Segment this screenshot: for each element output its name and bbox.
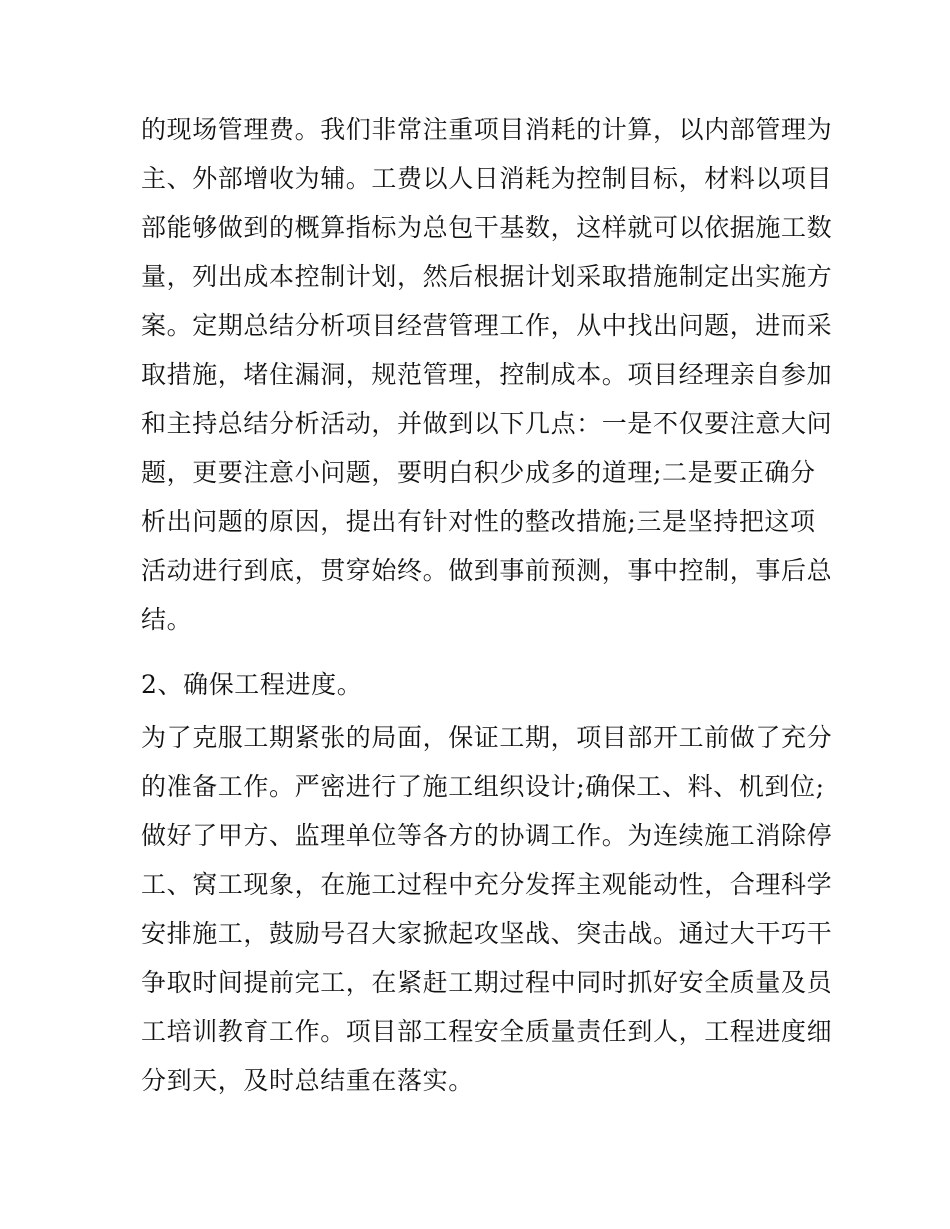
section-heading: 2、确保工程进度。: [141, 670, 363, 699]
paragraph2-line: 安排施工，鼓励号召大家掀起攻坚战、突击战。通过大干巧干: [141, 919, 833, 948]
paragraph2-line: 争取时间提前完工，在紧赶工期过程中同时抓好安全质量及员: [141, 968, 833, 997]
paragraph1-line: 题，更要注意小问题，要明白积少成多的道理;二是要正确分: [141, 458, 816, 487]
paragraph1-line: 取措施，堵住漏洞，规范管理，控制成本。项目经理亲自参加: [141, 360, 833, 389]
paragraph2-line: 工培训教育工作。项目部工程安全质量责任到人，工程进度细: [141, 1017, 833, 1046]
paragraph2-line: 为了克服工期紧张的局面，保证工期，项目部开工前做了充分: [141, 723, 833, 752]
paragraph1-line: 和主持总结分析活动，并做到以下几点：一是不仅要注意大问: [141, 409, 833, 438]
paragraph1-line: 主、外部增收为辅。工费以人日消耗为控制目标，材料以项目: [141, 164, 833, 193]
paragraph2-line: 做好了甲方、监理单位等各方的协调工作。为连续施工消除停: [141, 821, 833, 850]
paragraph2-line: 的准备工作。严密进行了施工组织设计;确保工、料、机到位;: [141, 772, 825, 801]
paragraph1-line: 的现场管理费。我们非常注重项目消耗的计算，以内部管理为: [141, 115, 833, 144]
paragraph2-line: 分到天，及时总结重在落实。: [141, 1066, 474, 1095]
paragraph1-line: 结。: [141, 605, 193, 634]
paragraph1-line: 活动进行到底，贯穿始终。做到事前预测，事中控制，事后总: [141, 556, 833, 585]
paragraph1-line: 量，列出成本控制计划，然后根据计划采取措施制定出实施方: [141, 262, 833, 291]
paragraph2-line: 工、窝工现象，在施工过程中充分发挥主观能动性，合理科学: [141, 870, 833, 899]
paragraph1-line: 析出问题的原因，提出有针对性的整改措施;三是坚持把这项: [141, 507, 816, 536]
paragraph1-line: 案。定期总结分析项目经营管理工作，从中找出问题，进而采: [141, 311, 833, 340]
paragraph1-line: 部能够做到的概算指标为总包干基数，这样就可以依据施工数: [141, 213, 833, 242]
